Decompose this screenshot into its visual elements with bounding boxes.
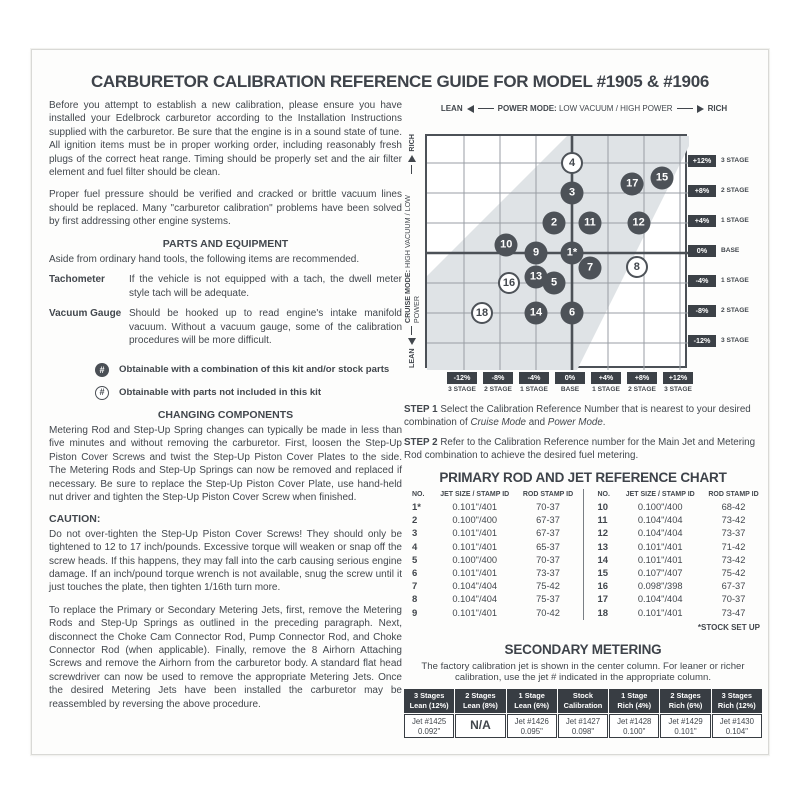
left-column — [49, 99, 402, 720]
chart-point-16: 16 — [498, 272, 520, 294]
primary-no: 11 — [597, 515, 608, 527]
chart-point-5: 5 — [543, 272, 566, 295]
cruise-tick-pct: -12% — [688, 335, 716, 347]
secondary-header: 3 Stages Rich (12%) — [712, 689, 762, 713]
arrow-up-icon — [408, 155, 416, 162]
secondary-column — [404, 689, 454, 738]
primary-no: 18 — [597, 607, 609, 619]
cruise-tick-stage: 1 STAGE — [721, 217, 749, 224]
power-tick-stage: BASE — [560, 386, 580, 393]
right-column — [404, 102, 762, 738]
power-tick-stage: 1 STAGE — [592, 386, 620, 393]
secondary-metering-table — [404, 689, 762, 738]
primary-jet: 0.101"/401 — [452, 502, 498, 512]
chart-point-11: 11 — [579, 212, 602, 235]
primary-rod: 73-47 — [721, 607, 746, 618]
open-circle-hash-icon: # — [95, 386, 109, 400]
changing-components-paragraph: Metering Rod and Step-Up Spring changes can typically be made in less than five minutes and without removing the carburetor. First, loosen the Step-Up Piston Cover Screws and twist the Step-Up Piston Cover Plates to the side. The Metering Rods and Step-Up Springs can now be removed and replaced if necessary. Be sure to replace the Step-Up Piston Cover Plate, use hand-held nut driver and tighten the Step-Up Piston Cover Screw when finished. — [49, 424, 402, 503]
cruise-tick-pct: -8% — [688, 305, 716, 317]
primary-no: 9 — [412, 607, 418, 619]
secondary-column — [455, 689, 505, 738]
primary-rod: 73-42 — [721, 515, 746, 526]
primary-rod: 70-37 — [721, 594, 746, 605]
equipment-term: Vacuum Gauge — [49, 308, 122, 320]
primary-rod: 68-42 — [721, 502, 746, 512]
primary-table-right-half — [590, 489, 763, 620]
primary-jet: 0.104"/404 — [637, 594, 683, 605]
chart-point-18: 18 — [471, 302, 493, 324]
lean-label-left: LEAN — [407, 348, 416, 368]
secondary-column — [660, 689, 710, 738]
cruise-tick-stage: 2 STAGE — [721, 187, 749, 194]
intro-paragraph-2: Proper fuel pressure should be verified and cracked or brittle vacuum lines should be replaced. Many "carburetor calibration" problems have been solved by first addressing other engine systems. — [49, 189, 402, 228]
calibration-chart — [404, 102, 762, 399]
primary-rod: 67-37 — [721, 581, 746, 592]
primary-rod: 70-42 — [536, 607, 560, 618]
equipment-list — [49, 273, 402, 347]
primary-table-header: JET SIZE / STAMP ID — [625, 491, 695, 498]
chart-point-2: 2 — [543, 212, 566, 235]
secondary-intro: The factory calibration jet is shown in the center column. For leaner or richer calibration, use the jet # indicated in the appropriate column. — [421, 660, 745, 684]
secondary-value: Jet #1428 0.100" — [609, 714, 659, 738]
cruise-tick-stage: BASE — [721, 247, 740, 254]
power-tick-pct: +12% — [663, 372, 693, 384]
chart-point-13: 13 — [525, 266, 548, 289]
secondary-header: 1 Stage Lean (6%) — [507, 689, 557, 713]
equipment-term: Tachometer — [49, 274, 105, 286]
document-sheet — [31, 49, 769, 755]
secondary-header: 2 Stages Lean (8%) — [455, 689, 505, 713]
intro-paragraph-1: Before you attempt to establish a new calibration, please ensure you have installed your Edelbrock carburetor according to the Installation Instructions supplied with the carburetor. Be sure that the engine is in a sound state of tune. All ignition items must be in proper working order, including reasonably fresh plugs of the correct heat range. Timing should be properly set and the air filter element and fuel filter should be clean. — [49, 100, 402, 179]
power-mode-axis-header: LEAN POWER MODE: LOW VACUUM / HIGH POWER RICH — [440, 104, 728, 113]
caution-heading: CAUTION: — [49, 513, 101, 526]
primary-jet: 0.101"/401 — [637, 554, 683, 565]
chart-point-1*: 1* — [561, 242, 584, 265]
primary-rod: 67-37 — [536, 515, 560, 526]
primary-jet: 0.104"/404 — [637, 515, 683, 526]
legend-text: Obtainable with parts not included in this kit — [119, 386, 322, 398]
equipment-description: Should be hooked up to read engine's intake manifold vacuum. Without a vacuum gauge, some of the calibration procedures will be more difficult. — [129, 308, 402, 347]
primary-jet: 0.100"/400 — [637, 502, 683, 512]
chart-point-17: 17 — [621, 173, 644, 196]
primary-jet: 0.107"/407 — [637, 568, 683, 579]
primary-rod: 70-37 — [536, 502, 560, 512]
cruise-tick-stage: 3 STAGE — [721, 337, 749, 344]
power-mode-label: POWER MODE: — [497, 104, 557, 113]
power-tick-pct: +8% — [627, 372, 657, 384]
chart-point-8: 8 — [626, 256, 648, 278]
step-1: STEP 1 Select the Calibration Reference Number that is nearest to your desired combination of Cruise Mode and Power Mode. — [404, 404, 751, 428]
primary-table-header: NO. — [597, 491, 610, 498]
cruise-tick-stage: 1 STAGE — [721, 277, 749, 284]
rich-label-top: RICH — [707, 104, 728, 113]
changing-components-heading: CHANGING COMPONENTS — [157, 408, 294, 421]
power-tick-pct: 0% — [555, 372, 585, 384]
primary-rod: 71-42 — [721, 541, 746, 552]
primary-no: 3 — [412, 528, 418, 540]
power-tick-stage: 2 STAGE — [484, 386, 512, 393]
primary-rod: 75-37 — [536, 594, 560, 605]
secondary-metering-title: SECONDARY METERING — [504, 641, 662, 657]
arrow-left-icon — [467, 105, 474, 113]
chart-point-14: 14 — [525, 302, 548, 325]
parts-equipment-heading: PARTS AND EQUIPMENT — [162, 237, 289, 250]
primary-no: 4 — [412, 541, 418, 553]
primary-no: 7 — [412, 581, 418, 593]
primary-rod: 67-37 — [536, 528, 560, 539]
primary-jet: 0.104"/404 — [452, 594, 498, 605]
primary-table-header: ROD STAMP ID — [522, 491, 574, 498]
secondary-value: Jet #1430 0.104" — [712, 714, 762, 738]
lean-label-top: LEAN — [440, 104, 463, 113]
cruise-tick-pct: +8% — [688, 185, 716, 197]
step-2: STEP 2 Refer to the Calibration Reference number for the Main Jet and Metering Rod combination to achieve the desired fuel metering. — [404, 437, 756, 461]
power-tick-pct: -8% — [483, 372, 513, 384]
primary-no: 15 — [597, 568, 609, 580]
secondary-value: Jet #1427 0.098" — [558, 714, 608, 738]
secondary-header: 1 Stage Rich (4%) — [609, 689, 659, 713]
primary-rod: 73-37 — [536, 568, 560, 579]
cruise-mode-axis-label: LEAN CRUISE MODE: HIGH VACUUM / LOW POWER RICH — [402, 134, 421, 368]
cruise-mode-label: CRUISE MODE: — [402, 270, 412, 324]
primary-no: 16 — [597, 581, 609, 593]
primary-table-title: PRIMARY ROD AND JET REFERENCE CHART — [439, 470, 727, 485]
secondary-value: N/A — [455, 714, 505, 738]
chart-point-4: 4 — [561, 152, 583, 174]
stock-setup-footnote: *STOCK SET UP — [697, 622, 760, 632]
chart-point-15: 15 — [651, 167, 674, 190]
page-title: CARBURETOR CALIBRATION REFERENCE GUIDE FOR MODEL #1905 & #1906 — [90, 72, 710, 91]
primary-no: 8 — [412, 594, 418, 606]
chart-point-9: 9 — [525, 242, 548, 265]
power-tick-stage: 3 STAGE — [664, 386, 692, 393]
primary-no: 13 — [597, 541, 609, 553]
primary-rod: 73-37 — [721, 528, 746, 539]
secondary-value: Jet #1425 0.092" — [404, 714, 454, 738]
filled-circle-hash-icon: # — [95, 363, 109, 377]
arrow-down-icon — [408, 338, 416, 345]
primary-jet: 0.101"/401 — [637, 541, 683, 552]
secondary-column — [712, 689, 762, 738]
primary-jet: 0.100"/400 — [452, 515, 498, 526]
secondary-column — [507, 689, 557, 738]
power-tick-stage: 3 STAGE — [448, 386, 476, 393]
arrow-right-icon — [697, 105, 704, 113]
chart-point-7: 7 — [579, 257, 602, 280]
primary-jet: 0.101"/401 — [452, 607, 498, 618]
secondary-value: Jet #1426 0.095" — [507, 714, 557, 738]
replace-jets-paragraph: To replace the Primary or Secondary Metering Jets, first, remove the Metering Rods and Step-Up Springs as outlined in the preceding paragraph. Next, disconnect the Choke Cam Connector Rod, Pump Connector Rod, and Choke Connector Rod (when applicable). Finally, remove the 8 Airhorn Attaching Screws and remove the Airhorn from the carburetor body. A standard flat head screwdriver can now be used to remove the appropriate Metering Jets. Once the desired Metering Jets have been installed the carburetor may be reassembled by reversing the above procedure. — [49, 604, 402, 710]
secondary-value: Jet #1429 0.101" — [660, 714, 710, 738]
primary-table-header: JET SIZE / STAMP ID — [440, 491, 510, 498]
secondary-column — [609, 689, 659, 738]
equipment-item — [49, 273, 402, 300]
primary-jet: 0.100"/400 — [452, 554, 498, 565]
power-tick-pct: -4% — [519, 372, 549, 384]
primary-jet: 0.104"/404 — [452, 581, 498, 592]
primary-jet: 0.098"/398 — [637, 581, 683, 592]
primary-rod: 65-37 — [536, 541, 560, 552]
chart-point-3: 3 — [561, 182, 584, 205]
primary-rod: 75-42 — [721, 568, 746, 579]
caution-paragraph: Do not over-tighten the Step-Up Piston Cover Screws! They should only be tightened to 12 to 17 inch/pounds. Excessive torque will weaken or snap off the screw heads. If this happens, they may fall into the carb causing serious engine damage. If an inch/pound torque wrench is not available, snug the screw until it just touches the plate, then tighten 1/16th turn more. — [49, 528, 402, 594]
step-1-label: STEP 1 — [404, 404, 438, 415]
power-tick-pct: -12% — [447, 372, 477, 384]
cruise-tick-pct: 0% — [688, 245, 716, 257]
secondary-header: 2 Stages Rich (6%) — [660, 689, 710, 713]
power-tick-stage: 1 STAGE — [520, 386, 548, 393]
primary-no: 17 — [597, 594, 609, 606]
equipment-description: If the vehicle is not equipped with a tach, the dwell meter style tach will be adequate. — [129, 274, 402, 299]
rich-label-left: RICH — [407, 134, 416, 152]
cruise-tick-pct: -4% — [688, 275, 716, 287]
primary-rod: 73-42 — [721, 554, 746, 565]
primary-table-header: NO. — [412, 491, 425, 498]
primary-jet: 0.101"/401 — [452, 528, 498, 539]
primary-rod: 75-42 — [536, 581, 560, 592]
cruise-tick-pct: +4% — [688, 215, 716, 227]
secondary-column — [558, 689, 608, 738]
chart-point-10: 10 — [495, 233, 518, 256]
parts-intro: Aside from ordinary hand tools, the following items are recommended. — [49, 254, 360, 266]
primary-no: 14 — [597, 554, 609, 566]
primary-no: 5 — [412, 554, 418, 566]
cruise-tick-stage: 3 STAGE — [721, 157, 749, 164]
primary-no: 1* — [412, 502, 421, 513]
primary-no: 6 — [412, 568, 418, 580]
secondary-header: 3 Stages Lean (12%) — [404, 689, 454, 713]
power-tick-pct: +4% — [591, 372, 621, 384]
power-tick-stage: 2 STAGE — [628, 386, 656, 393]
primary-jet: 0.101"/401 — [452, 541, 498, 552]
chart-plot-area — [425, 134, 687, 368]
legend-item — [95, 363, 402, 377]
primary-table-header: ROD STAMP ID — [708, 491, 759, 498]
primary-jet: 0.104"/404 — [637, 528, 683, 539]
primary-jet: 0.101"/401 — [452, 568, 498, 579]
cruise-tick-stage: 2 STAGE — [721, 307, 749, 314]
primary-no: 2 — [412, 515, 418, 527]
kit-legend — [49, 363, 402, 400]
primary-table-left-half — [404, 489, 577, 620]
cruise-tick-pct: +12% — [688, 155, 716, 167]
chart-point-6: 6 — [561, 302, 584, 325]
primary-jet: 0.101"/401 — [637, 607, 683, 618]
step-2-label: STEP 2 — [404, 437, 438, 448]
equipment-item — [49, 307, 402, 347]
primary-no: 12 — [597, 528, 609, 540]
legend-text: Obtainable with a combination of this kit and/or stock parts — [119, 363, 390, 375]
primary-rod-jet-table — [404, 489, 762, 620]
primary-no: 10 — [597, 502, 609, 513]
legend-item — [95, 386, 402, 400]
primary-rod: 70-37 — [536, 554, 560, 565]
chart-point-12: 12 — [627, 212, 650, 235]
secondary-header: Stock Calibration — [558, 689, 608, 713]
chart-grid — [427, 136, 689, 370]
